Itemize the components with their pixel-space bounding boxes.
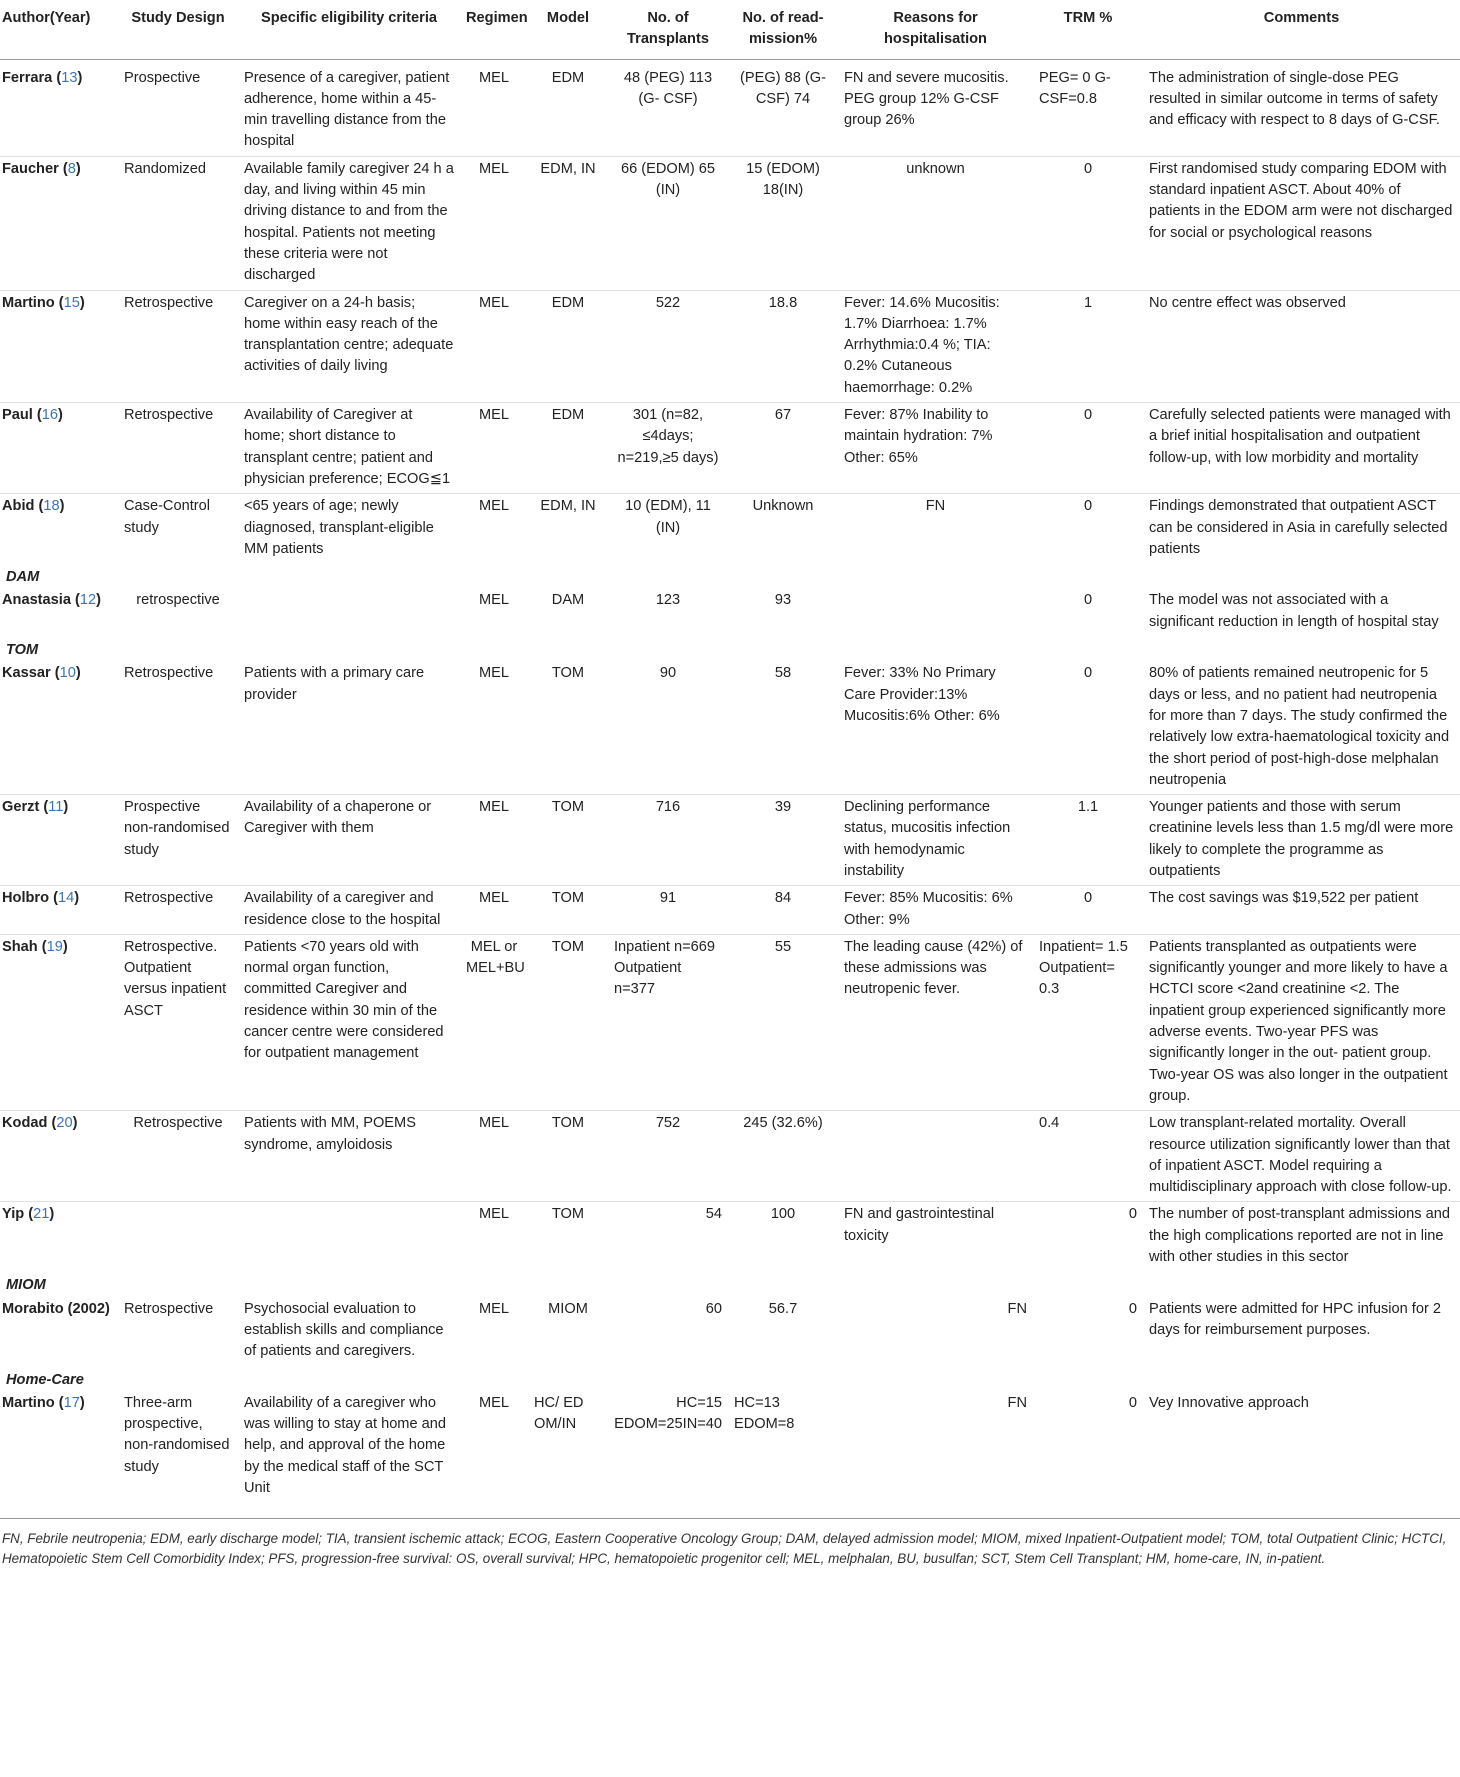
design-cell: Prospective non-randomised study (118, 795, 238, 886)
reasons-cell: FN and gastrointestinal toxicity (838, 1202, 1033, 1271)
author-name: Shah (2, 938, 38, 955)
design-cell: Retrospective (118, 1111, 238, 1202)
table-row (0, 934, 1460, 1110)
regimen-cell: MEL (460, 795, 528, 886)
group-row-tom (0, 636, 1460, 661)
readmission-cell: 245 (32.6%) (728, 1111, 838, 1202)
criteria-cell: Availability of a caregiver who was willing to stay at home and help, and approval of the home by the medical staff of the SCT Unit (244, 1394, 446, 1496)
trm-cell: PEG= 0 G-CSF=0.8 (1039, 69, 1111, 107)
table-row (0, 886, 1460, 935)
trm-cell: Inpatient= 1.5 Outpatient= 0.3 (1033, 934, 1143, 1110)
trm-cell: 0 (1128, 1394, 1137, 1411)
regimen-cell: MEL (478, 1300, 509, 1317)
criteria-cell: Available family caregiver 24 h a day, and living within 45 min driving distance to and from the hospital. Patients not meeting these criteria were not discharged (238, 156, 460, 290)
criteria-cell: Availability of a caregiver and residence close to the hospital (238, 886, 460, 935)
comments-cell: Findings demonstrated that outpatient ASCT can be considered in Asia in carefully selected patients (1143, 494, 1460, 563)
readmission-cell: 84 (728, 886, 838, 935)
transplants-cell: 91 (608, 886, 728, 935)
regimen-cell: MEL (460, 886, 528, 935)
readmission-cell: 58 (774, 665, 792, 682)
author-cell: Shah (19) (0, 934, 118, 1110)
design-cell: Retrospective (124, 665, 214, 682)
model-cell: EDM (528, 403, 608, 494)
header-author: Author(Year) (0, 0, 118, 59)
header-row (0, 0, 1460, 59)
reference-link[interactable]: 16 (41, 407, 58, 424)
reference-link[interactable]: 8 (67, 160, 76, 177)
trm-cell: 0 (1033, 403, 1143, 494)
regimen-cell: MEL or MEL+BU (460, 934, 528, 1110)
header-comments: Comments (1143, 0, 1460, 59)
criteria-cell: Availability of a chaperone or Caregiver with them (238, 795, 460, 886)
reference-link[interactable]: 20 (56, 1115, 73, 1132)
reasons-cell: Fever: 85% Mucositis: 6% Other: 9% (838, 886, 1033, 935)
author-cell: Paul (16) (0, 403, 118, 494)
author-cell: Martino (17) (2, 1394, 85, 1411)
author-cell: Kodad (20) (0, 1111, 118, 1202)
transplants-cell: 60 (705, 1300, 722, 1317)
author-name: Kassar (2, 665, 51, 682)
regimen-cell: MEL (460, 1111, 528, 1202)
comments-cell: First randomised study comparing EDOM with standard inpatient ASCT. About 40% of patients in the EDOM arm were not discharged for social or psychological reasons (1143, 156, 1460, 290)
transplants-cell: Inpatient n=669 Outpatient n=377 (608, 934, 728, 1110)
regimen-cell: MEL (460, 156, 528, 290)
author-name: Anastasia (2, 592, 71, 609)
reasons-cell (838, 588, 1033, 636)
author-cell: Kassar (10) (2, 665, 81, 682)
criteria-cell: Presence of a caregiver, patient adherence, home within a 45-min travelling distance from the hospital (244, 69, 450, 150)
model-cell: TOM (528, 934, 608, 1110)
author-name: Paul (2, 407, 33, 424)
readmission-cell: HC=13 EDOM=8 (734, 1394, 795, 1433)
readmission-cell: Unknown (728, 494, 838, 563)
comments-cell: Patients transplanted as outpatients were significantly younger and more likely to have a HCTCI score <2and creatinine <2. The inpatient group experienced significantly more adverse events. Two-year PFS was significantly longer in the out- patient group. Two-year OS was also longer in the outpatient group. (1143, 934, 1460, 1110)
criteria-cell: Availability of Caregiver at home; short distance to transplant centre; patient and physician preference; ECOG≦1 (238, 403, 460, 494)
comments-cell: Carefully selected patients were managed with a brief initial hospitalisation and outpatient follow-up, with low morbidity and mortality (1143, 403, 1460, 494)
author-cell: Holbro (14) (0, 886, 118, 935)
design-cell: Retrospective (118, 403, 238, 494)
comments-cell: The administration of single-dose PEG resulted in similar outcome in terms of safety and efficacy with respect to 8 days of G-CSF. (1149, 69, 1440, 129)
transplants-cell: 522 (608, 290, 728, 402)
transplants-cell: 301 (n=82, ≤4days; n=219,≥5 days) (608, 403, 728, 494)
header-reasons: Reasons for hospitalisation (838, 0, 1033, 59)
header-regimen: Regimen (460, 0, 528, 59)
criteria-cell: Patients <70 years old with normal organ function, committed Caregiver and residence within 30 min of the cancer centre were considered for outpatient management (238, 934, 460, 1110)
readmission-cell: 15 (EDOM) 18(IN) (728, 156, 838, 290)
author-cell: Anastasia (12) (2, 592, 101, 609)
transplants-cell: 123 (655, 592, 681, 609)
author-name: Gerzt (2, 799, 40, 816)
reference-link[interactable]: 14 (57, 890, 75, 907)
design-cell: Retrospective (118, 290, 238, 402)
comments-cell: Patients were admitted for HPC infusion for 2 days for reimbursement purposes. (1149, 1300, 1442, 1338)
table-row (0, 1111, 1460, 1202)
table-row (0, 661, 1460, 794)
comments-cell: The number of post-transplant admissions and the high complications reported are not in line with other studies in this sector (1143, 1202, 1460, 1271)
reasons-cell: FN (1007, 1394, 1027, 1411)
header-design: Study Design (118, 0, 238, 59)
author-cell: Abid (18) (0, 494, 118, 563)
model-cell: EDM (528, 290, 608, 402)
trm-cell: 0.4 (1033, 1111, 1143, 1202)
model-cell: EDM, IN (528, 494, 608, 563)
regimen-cell: MEL (460, 494, 528, 563)
reference-link[interactable]: 12 (79, 592, 97, 609)
design-cell: Three-arm prospective, non-randomised study (124, 1394, 230, 1475)
group-label: TOM (6, 642, 39, 659)
author-cell: Ferrara (13) (2, 69, 83, 86)
reference-link[interactable]: 18 (43, 498, 60, 515)
readmission-cell: 56.7 (768, 1300, 798, 1317)
reasons-cell (838, 1111, 1033, 1202)
readmission-cell: (PEG) 88 (G-CSF) 74 (740, 69, 826, 107)
readmission-cell: 93 (774, 592, 792, 609)
trm-cell: 0 (1128, 1300, 1137, 1317)
author-name: Martino (2, 294, 55, 311)
trm-cell: 0 (1083, 665, 1093, 682)
trm-cell: 0 (1083, 592, 1093, 609)
reference-link[interactable]: 10 (59, 665, 76, 682)
criteria-cell: Psychosocial evaluation to establish skills and compliance of patients and caregivers. (244, 1300, 444, 1360)
reasons-cell: unknown (838, 156, 1033, 290)
author-name: Holbro (2, 890, 50, 907)
reasons-cell: Fever: 33% No Primary Care Provider:13% Mucositis:6% Other: 6% (844, 665, 1000, 724)
design-cell: Retrospective (118, 886, 238, 935)
design-cell (118, 1202, 238, 1271)
reference-link[interactable]: 17 (63, 1394, 80, 1411)
readmission-cell: 100 (728, 1202, 838, 1271)
design-cell: retrospective (136, 592, 220, 609)
reference-link[interactable]: 13 (61, 69, 78, 86)
author-cell: Gerzt (11) (0, 795, 118, 886)
transplants-cell: 48 (PEG) 113 (G- CSF) (623, 69, 713, 107)
comments-cell: Low transplant-related mortality. Overall resource utilization significantly lower than that of inpatient ASCT. Model requiring a multidisciplinary approach with close follow-up. (1143, 1111, 1460, 1202)
readmission-cell: 67 (728, 403, 838, 494)
regimen-cell: MEL (460, 403, 528, 494)
comments-cell: The cost savings was $19,522 per patient (1143, 886, 1460, 935)
comments-cell: Younger patients and those with serum creatinine levels less than 1.5 mg/dl were more likely to complete the programme as outpatients (1143, 795, 1460, 886)
trm-cell: 1.1 (1033, 795, 1143, 886)
table-row (0, 156, 1460, 290)
header-transplants: No. of Transplants (608, 0, 728, 59)
trm-cell: 0 (1033, 1202, 1143, 1271)
author-name: Kodad (2, 1115, 48, 1132)
readmission-cell: 18.8 (728, 290, 838, 402)
model-cell: HC/ ED OM/IN (534, 1394, 584, 1433)
table-row (0, 795, 1460, 886)
table-row (0, 494, 1460, 563)
group-label: DAM (6, 569, 40, 586)
design-cell: Randomized (118, 156, 238, 290)
reasons-cell: Fever: 87% Inability to maintain hydration: 7% Other: 65% (838, 403, 1033, 494)
header-trm: TRM % (1033, 0, 1143, 59)
model-cell: TOM (528, 886, 608, 935)
criteria-cell (238, 1202, 460, 1271)
regimen-cell: MEL (478, 1394, 509, 1411)
trm-cell: 0 (1033, 886, 1143, 935)
table-footnote: FN, Febrile neutropenia; EDM, early discharge model; TIA, transient ischemic attack; ECOG, Eastern Cooperative Oncology Group; DAM, delayed admission model; MIOM, mixed Inpatient-Outpatient model; TOM, total Outpatient Clinic; HCTCI, Hematopoietic Stem Cell Comorbidity Index; PFS, progression-free survival: OS, overall survival; HPC, hematopoietic progenitor cell; MEL, melphalan, BU, busulfan; SCT, Stem Cell Transplant; HM, home-care, IN, in-patient. (0, 1518, 1460, 1569)
group-row-miom (0, 1271, 1460, 1296)
table-row (0, 1391, 1460, 1502)
table-row (0, 403, 1460, 494)
criteria-cell: Caregiver on a 24-h basis; home within easy reach of the transplantation centre; adequate activities of daily living (238, 290, 460, 402)
reference-link[interactable]: 19 (46, 938, 63, 955)
model-cell: DAM (551, 592, 585, 609)
design-cell: Retrospective. Outpatient versus inpatient ASCT (118, 934, 238, 1110)
table-row (0, 588, 1460, 636)
header-readmission: No. of read-mission% (728, 0, 838, 59)
trm-cell: 0 (1033, 494, 1143, 563)
author-cell: Morabito (2002) (2, 1300, 110, 1317)
author-name: Faucher (2, 160, 59, 177)
reasons-cell: FN and severe mucositis. PEG group 12% G-CSF group 26% (844, 69, 1009, 129)
comments-cell: Vey Innovative approach (1149, 1394, 1309, 1411)
trm-cell: 1 (1033, 290, 1143, 402)
table-row (0, 1297, 1460, 1366)
design-cell: Retrospective (124, 1300, 214, 1317)
group-label: Home-Care (6, 1371, 84, 1388)
trm-cell: 0 (1033, 156, 1143, 290)
readmission-cell: 55 (728, 934, 838, 1110)
transplants-cell: 716 (608, 795, 728, 886)
author-name: Martino (2, 1394, 55, 1411)
criteria-cell: Patients with MM, POEMS syndrome, amyloidosis (238, 1111, 460, 1202)
table-row (0, 290, 1460, 402)
header-criteria: Specific eligibility criteria (238, 0, 460, 59)
comments-cell: The model was not associated with a significant reduction in length of hospital stay (1149, 592, 1439, 630)
reference-link[interactable]: 11 (48, 799, 64, 816)
group-row-dam (0, 563, 1460, 588)
readmission-cell: 39 (728, 795, 838, 886)
model-cell: TOM (528, 1202, 608, 1271)
table-row (0, 1202, 1460, 1271)
transplants-cell: 90 (659, 665, 677, 682)
reference-link[interactable]: 15 (63, 294, 80, 311)
model-cell: EDM, IN (528, 156, 608, 290)
transplants-cell: HC=15 EDOM=25IN=40 (614, 1394, 722, 1433)
author-name: Ferrara (2, 69, 53, 86)
regimen-cell: MEL (460, 1202, 528, 1271)
comments-cell: No centre effect was observed (1143, 290, 1460, 402)
group-row-home-care (0, 1366, 1460, 1391)
criteria-cell (238, 588, 460, 636)
author-cell: Faucher (8) (0, 156, 118, 290)
author-name: Yip (2, 1206, 25, 1223)
model-cell: EDM (551, 69, 585, 86)
model-cell: TOM (528, 795, 608, 886)
reasons-cell: FN (838, 494, 1033, 563)
comments-cell: 80% of patients remained neutropenic for 5 days or less, and no patient had neutropenia for more than 7 days. The study confirmed the relatively low extra-haematological toxicity and the short period of post-high-dose melphalan neutropenia (1149, 665, 1450, 788)
reasons-cell: FN (1007, 1300, 1027, 1317)
reasons-cell: Declining performance status, mucositis infection with hemodynamic instability (838, 795, 1033, 886)
model-cell: TOM (551, 665, 585, 682)
reasons-cell: The leading cause (42%) of these admissions was neutropenic fever. (838, 934, 1033, 1110)
group-label: MIOM (6, 1277, 46, 1294)
transplants-cell: 54 (608, 1202, 728, 1271)
author-cell: Yip (21) (0, 1202, 118, 1271)
author-name: Abid (2, 498, 35, 515)
transplants-cell: 66 (EDOM) 65 (IN) (608, 156, 728, 290)
regimen-cell: MEL (478, 665, 509, 682)
regimen-cell: MEL (460, 290, 528, 402)
header-model: Model (528, 0, 608, 59)
reference-link[interactable]: 21 (33, 1206, 50, 1223)
criteria-cell: <65 years of age; newly diagnosed, transplant-eligible MM patients (238, 494, 460, 563)
regimen-cell: MEL (478, 69, 509, 86)
model-cell: TOM (528, 1111, 608, 1202)
transplants-cell: 752 (608, 1111, 728, 1202)
model-cell: MIOM (548, 1300, 588, 1317)
design-cell: Case-Control study (118, 494, 238, 563)
regimen-cell: MEL (478, 592, 509, 609)
transplants-cell: 10 (EDM), 11 (IN) (608, 494, 728, 563)
author-cell: Martino (15) (0, 290, 118, 402)
reasons-cell: Fever: 14.6% Mucositis: 1.7% Diarrhoea: 1.7% Arrhythmia:0.4 %; TIA: 0.2% Cutaneous haemorrhage: 0.2% (838, 290, 1033, 402)
table-row (0, 59, 1460, 156)
design-cell: Prospective (124, 69, 201, 86)
criteria-cell: Patients with a primary care provider (244, 665, 425, 703)
